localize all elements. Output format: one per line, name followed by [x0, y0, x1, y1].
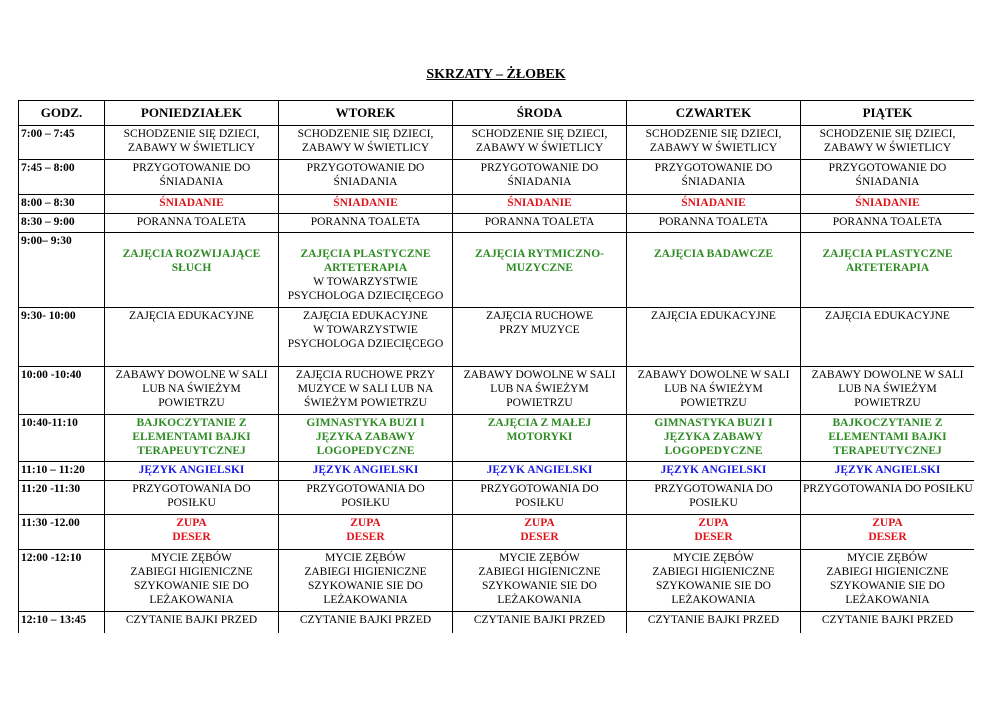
activity-line: MYCIE ZĘBÓW	[847, 552, 928, 564]
activity-line: MYCIE ZĘBÓW	[673, 552, 754, 564]
activity-cell	[453, 214, 627, 233]
activity-cell	[801, 126, 975, 160]
activity-line: SCHODZENIE SIĘ DZIECI,	[123, 128, 260, 140]
hour-cell: 11:30 -12.00	[19, 515, 105, 550]
activity-line: CZYTANIE BAJKI PRZED	[647, 614, 780, 626]
activity-line: ŚNIADANIA	[159, 176, 224, 188]
activity-line: PRZYGOTOWANIE DO	[306, 162, 425, 174]
activity-line: PORANNA TOALETA	[310, 216, 421, 228]
activity-cell	[627, 160, 801, 195]
activity-line: JĘZYK ANGIELSKI	[138, 464, 245, 476]
hour-cell: 9:00– 9:30	[19, 233, 105, 308]
hour-cell: 7:45 – 8:00	[19, 160, 105, 195]
activity-cell	[279, 214, 453, 233]
activity-line: ZAJĘCIA ROZWIJAJĄCE	[122, 248, 261, 260]
hour-cell: 9:30- 10:00	[19, 308, 105, 367]
activity-cell	[627, 308, 801, 367]
page-title: SKRZATY – ŻŁOBEK	[426, 67, 566, 82]
activity-line: ZABAWY DOWOLNE W SALI	[463, 369, 616, 381]
hour-cell: 10:00 -10:40	[19, 367, 105, 415]
activity-line: CZYTANIE BAJKI PRZED	[299, 614, 432, 626]
activity-cell	[627, 233, 801, 308]
activity-line: POWIETRZU	[854, 397, 921, 409]
activity-line: ZABAWY W ŚWIETLICY	[823, 142, 952, 154]
activity-cell	[801, 160, 975, 195]
activity-line: LEŻAKOWANIA	[149, 594, 234, 606]
activity-cell	[453, 550, 627, 612]
activity-line: LUB NA ŚWIEŻYM	[490, 383, 589, 395]
activity-line: CZYTANIE BAJKI PRZED	[473, 614, 606, 626]
activity-line: ZUPA	[350, 517, 381, 529]
activity-line: SCHODZENIE SIĘ DZIECI,	[645, 128, 782, 140]
table-row	[19, 481, 975, 515]
activity-line: LEŻAKOWANIA	[671, 594, 756, 606]
activity-line: LEŻAKOWANIA	[845, 594, 930, 606]
activity-cell	[105, 195, 279, 214]
activity-cell	[627, 367, 801, 415]
activity-cell	[801, 550, 975, 612]
activity-line: JĘZYK ANGIELSKI	[834, 464, 941, 476]
activity-line: MUZYCZNE	[505, 262, 574, 274]
activity-line: GIMNASTYKA BUZI I	[306, 417, 425, 429]
activity-line: ZABAWY W ŚWIETLICY	[649, 142, 778, 154]
activity-line: PRZYGOTOWANIE DO	[654, 162, 773, 174]
activity-line: ELEMENTAMI BAJKI	[828, 431, 947, 443]
activity-cell	[279, 481, 453, 515]
activity-line: SCHODZENIE SIĘ DZIECI,	[297, 128, 434, 140]
activity-line: LEŻAKOWANIA	[323, 594, 408, 606]
activity-cell	[279, 612, 453, 634]
header-day: PIĄTEK	[801, 101, 975, 126]
activity-line: ZAJĘCIA EDUKACYJNE	[303, 310, 428, 322]
activity-line: MYCIE ZĘBÓW	[151, 552, 232, 564]
activity-cell	[279, 160, 453, 195]
activity-line: SCHODZENIE SIĘ DZIECI,	[471, 128, 608, 140]
header-day: WTOREK	[279, 101, 453, 126]
activity-cell	[453, 367, 627, 415]
header-day: ŚRODA	[453, 101, 627, 126]
activity-cell	[801, 481, 975, 515]
activity-cell	[453, 481, 627, 515]
activity-line: PRZYGOTOWANIE DO	[132, 162, 251, 174]
activity-line: DESER	[520, 531, 559, 543]
activity-line: POSIŁKU	[689, 497, 738, 509]
activity-line: PORANNA TOALETA	[136, 216, 247, 228]
schedule-body	[19, 126, 975, 634]
activity-line: PORANNA TOALETA	[484, 216, 595, 228]
activity-line: CZYTANIE BAJKI PRZED	[125, 614, 258, 626]
activity-line: BAJKOCZYTANIE Z	[832, 417, 943, 429]
activity-cell	[453, 612, 627, 634]
activity-line: ZABIEGI HIGIENICZNE	[652, 566, 775, 578]
activity-cell	[801, 515, 975, 550]
activity-cell	[279, 195, 453, 214]
activity-line: JĘZYKA ZABAWY	[663, 431, 764, 443]
activity-line: SZYKOWANIE SIE DO	[308, 580, 423, 592]
hour-cell: 11:10 – 11:20	[19, 462, 105, 481]
activity-line: LEŻAKOWANIA	[497, 594, 582, 606]
activity-line: ZAJĘCIA PLASTYCZNE	[822, 248, 953, 260]
activity-note-line: PSYCHOLOGA DZIECIĘCEGO	[287, 290, 444, 302]
activity-line: SZYKOWANIE SIE DO	[482, 580, 597, 592]
table-row	[19, 195, 975, 214]
activity-cell	[627, 126, 801, 160]
activity-line: ŚWIEŻYM POWIETRZU	[304, 397, 427, 409]
activity-cell	[105, 462, 279, 481]
activity-cell	[801, 233, 975, 308]
header-row	[19, 101, 975, 126]
schedule-table	[18, 100, 974, 633]
activity-cell	[279, 308, 453, 367]
activity-line: ZAJĘCIA EDUKACYJNE	[825, 310, 950, 322]
table-row	[19, 612, 975, 634]
activity-line: DESER	[172, 531, 211, 543]
hour-cell: 8:30 – 9:00	[19, 214, 105, 233]
activity-cell	[627, 214, 801, 233]
activity-line: ZAJĘCIA RUCHOWE	[485, 310, 593, 322]
activity-line: ZAJĘCIA BADAWCZE	[653, 248, 774, 260]
activity-line: TERAPEUYTCZNEJ	[137, 445, 246, 457]
activity-cell	[801, 367, 975, 415]
activity-cell	[105, 214, 279, 233]
activity-cell	[801, 415, 975, 462]
table-row	[19, 308, 975, 367]
activity-cell	[105, 415, 279, 462]
activity-cell	[453, 126, 627, 160]
activity-cell	[453, 415, 627, 462]
activity-cell	[627, 415, 801, 462]
table-row	[19, 515, 975, 550]
activity-cell	[105, 550, 279, 612]
activity-line: PORANNA TOALETA	[832, 216, 943, 228]
hour-cell: 11:20 -11:30	[19, 481, 105, 515]
activity-line: ZABAWY DOWOLNE W SALI	[115, 369, 268, 381]
activity-line: PRZYGOTOWANIA DO	[132, 483, 251, 495]
activity-cell	[105, 160, 279, 195]
activity-line: CZYTANIE BAJKI PRZED	[821, 614, 954, 626]
activity-line: POSIŁKU	[167, 497, 216, 509]
activity-line: LUB NA ŚWIEŻYM	[664, 383, 763, 395]
activity-line: PRZYGOTOWANIA DO	[480, 483, 599, 495]
activity-line: POWIETRZU	[680, 397, 747, 409]
activity-line: PRZYGOTOWANIE DO	[480, 162, 599, 174]
table-row	[19, 415, 975, 462]
activity-line: ŚNIADANIE	[855, 197, 920, 209]
header-day: PONIEDZIAŁEK	[105, 101, 279, 126]
activity-line: POWIETRZU	[158, 397, 225, 409]
activity-cell	[627, 481, 801, 515]
activity-line: SŁUCH	[171, 262, 212, 274]
activity-cell	[105, 126, 279, 160]
activity-line: ZABIEGI HIGIENICZNE	[826, 566, 949, 578]
activity-line: ZAJĘCIA Z MAŁEJ	[487, 417, 592, 429]
activity-line: ZABIEGI HIGIENICZNE	[304, 566, 427, 578]
activity-line: ZAJĘCIA PLASTYCZNE	[300, 248, 431, 260]
activity-line: DESER	[868, 531, 907, 543]
activity-line: ŚNIADANIA	[855, 176, 920, 188]
activity-line: LUB NA ŚWIEŻYM	[142, 383, 241, 395]
activity-cell	[453, 515, 627, 550]
activity-cell	[801, 612, 975, 634]
activity-cell	[801, 308, 975, 367]
activity-line: POSIŁKU	[515, 497, 564, 509]
activity-line: BAJKOCZYTANIE Z	[136, 417, 247, 429]
activity-line: MUZYCE W SALI LUB NA	[297, 383, 434, 395]
activity-line: MYCIE ZĘBÓW	[325, 552, 406, 564]
hour-cell: 10:40-11:10	[19, 415, 105, 462]
activity-line: JĘZYKA ZABAWY	[315, 431, 416, 443]
activity-line: PRZYGOTOWANIE DO	[828, 162, 947, 174]
activity-cell	[279, 367, 453, 415]
header-hour: GODZ.	[19, 101, 105, 126]
activity-line: ZABIEGI HIGIENICZNE	[130, 566, 253, 578]
activity-cell	[801, 462, 975, 481]
activity-cell	[279, 415, 453, 462]
activity-cell	[279, 550, 453, 612]
activity-line: ZUPA	[872, 517, 903, 529]
activity-cell	[627, 515, 801, 550]
activity-line: ZAJĘCIA RYTMICZNO-	[475, 248, 604, 260]
activity-line: ZUPA	[176, 517, 207, 529]
activity-line: ŚNIADANIA	[681, 176, 746, 188]
activity-cell	[279, 515, 453, 550]
activity-cell	[279, 126, 453, 160]
activity-cell	[627, 195, 801, 214]
activity-line: ZABAWY W ŚWIETLICY	[301, 142, 430, 154]
activity-line: ZAJĘCIA RUCHOWE PRZY	[295, 369, 436, 381]
activity-line: PRZYGOTOWANIA DO	[654, 483, 773, 495]
activity-line: W TOWARZYSTWIE	[313, 324, 418, 336]
activity-cell	[801, 214, 975, 233]
header-day: CZWARTEK	[627, 101, 801, 126]
activity-cell	[105, 515, 279, 550]
activity-line: ZUPA	[698, 517, 729, 529]
activity-line: SZYKOWANIE SIE DO	[134, 580, 249, 592]
table-row	[19, 233, 975, 308]
activity-line: POSIŁKU	[341, 497, 390, 509]
activity-line: ZAJĘCIA EDUKACYJNE	[651, 310, 776, 322]
activity-line: JĘZYK ANGIELSKI	[312, 464, 419, 476]
activity-line: SCHODZENIE SIĘ DZIECI,	[819, 128, 956, 140]
activity-cell	[627, 612, 801, 634]
hour-cell: 12:10 – 13:45	[19, 612, 105, 634]
activity-line: DESER	[694, 531, 733, 543]
table-row	[19, 550, 975, 612]
activity-note-line: W TOWARZYSTWIE	[313, 276, 418, 288]
activity-line: LOGOPEDYCZNE	[316, 445, 415, 457]
table-row	[19, 214, 975, 233]
activity-line: ZABAWY W ŚWIETLICY	[475, 142, 604, 154]
table-row	[19, 126, 975, 160]
activity-line: ELEMENTAMI BAJKI	[132, 431, 251, 443]
activity-line: SZYKOWANIE SIE DO	[656, 580, 771, 592]
activity-cell	[801, 195, 975, 214]
activity-line: MOTORYKI	[506, 431, 573, 443]
activity-line: JĘZYK ANGIELSKI	[486, 464, 593, 476]
activity-line: LOGOPEDYCZNE	[664, 445, 763, 457]
activity-line: TERAPEUTYCZNEJ	[833, 445, 942, 457]
activity-line: PORANNA TOALETA	[658, 216, 769, 228]
activity-line: ZAJĘCIA EDUKACYJNE	[129, 310, 254, 322]
activity-line: ŚNIADANIE	[159, 197, 224, 209]
activity-line: ŚNIADANIA	[507, 176, 572, 188]
hour-cell: 8:00 – 8:30	[19, 195, 105, 214]
activity-cell	[279, 233, 453, 308]
activity-line: PSYCHOLOGA DZIECIĘCEGO	[287, 338, 444, 350]
activity-cell	[627, 462, 801, 481]
activity-line: ZABAWY W ŚWIETLICY	[127, 142, 256, 154]
activity-line: LUB NA ŚWIEŻYM	[838, 383, 937, 395]
activity-line: GIMNASTYKA BUZI I	[654, 417, 773, 429]
activity-line: ŚNIADANIE	[507, 197, 572, 209]
activity-line: JĘZYK ANGIELSKI	[660, 464, 767, 476]
activity-cell	[453, 160, 627, 195]
activity-line: ARTETERAPIA	[323, 262, 408, 274]
activity-line: SZYKOWANIE SIE DO	[830, 580, 945, 592]
activity-cell	[453, 462, 627, 481]
activity-line: ŚNIADANIE	[333, 197, 398, 209]
activity-line: ZUPA	[524, 517, 555, 529]
activity-line: DESER	[346, 531, 385, 543]
activity-line: MYCIE ZĘBÓW	[499, 552, 580, 564]
activity-cell	[453, 195, 627, 214]
hour-cell: 7:00 – 7:45	[19, 126, 105, 160]
activity-cell	[105, 481, 279, 515]
activity-cell	[279, 462, 453, 481]
activity-line: PRZYGOTOWANIA DO POSIŁKU	[803, 483, 973, 495]
hour-cell: 12:00 -12:10	[19, 550, 105, 612]
activity-cell	[105, 308, 279, 367]
activity-line: ZABAWY DOWOLNE W SALI	[637, 369, 790, 381]
activity-cell	[453, 233, 627, 308]
table-row	[19, 462, 975, 481]
activity-line: ŚNIADANIA	[333, 176, 398, 188]
activity-cell	[453, 308, 627, 367]
activity-line: ZABAWY DOWOLNE W SALI	[811, 369, 964, 381]
activity-line: ARTETERAPIA	[845, 262, 930, 274]
activity-line: POWIETRZU	[506, 397, 573, 409]
activity-cell	[105, 233, 279, 308]
activity-line: PRZYGOTOWANIA DO	[306, 483, 425, 495]
table-row	[19, 160, 975, 195]
activity-cell	[627, 550, 801, 612]
schedule-wrapper	[18, 100, 974, 633]
table-row	[19, 367, 975, 415]
activity-line: ZABIEGI HIGIENICZNE	[478, 566, 601, 578]
activity-cell	[105, 367, 279, 415]
activity-cell	[105, 612, 279, 634]
activity-line: PRZY MUZYCE	[499, 324, 580, 336]
activity-line: ŚNIADANIE	[681, 197, 746, 209]
